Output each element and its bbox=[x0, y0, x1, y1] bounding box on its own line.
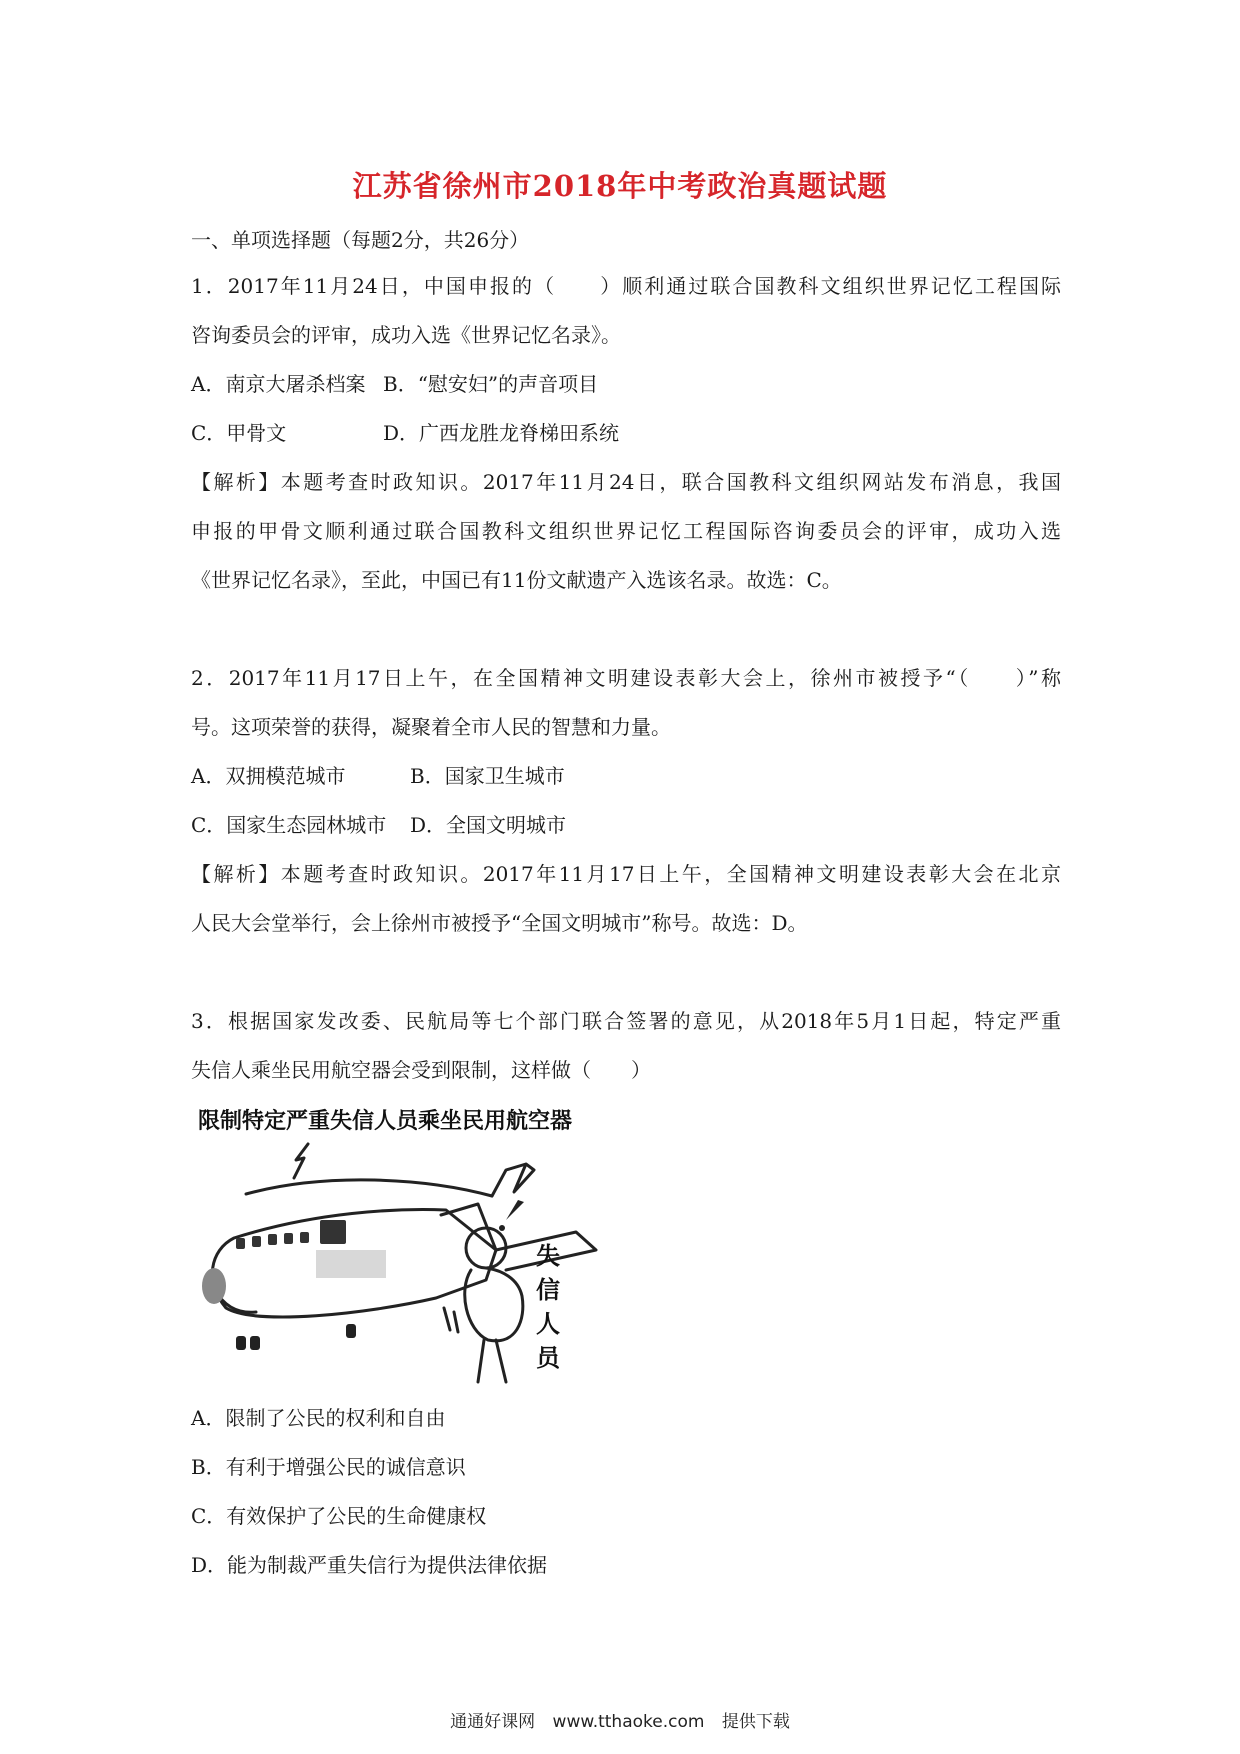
airplane-wheels bbox=[236, 1324, 356, 1350]
exclamation-mark bbox=[506, 1200, 524, 1220]
q1-explanation-line-2: 申报的甲骨文顺利通过联合国教科文组织世界记忆工程国际咨询委员会的评审，成功入选 bbox=[191, 519, 1061, 543]
q1-option-b: B．“慰安妇”的声音项目 bbox=[383, 372, 599, 396]
airplane-nose-shade bbox=[202, 1268, 226, 1304]
page-footer bbox=[0, 1707, 1240, 1732]
svg-text:人: 人 bbox=[536, 1310, 560, 1338]
q1-explanation-line-1: 【解析】本题考查时政知识。2017年11月24日，联合国教科文组织网站发布消息，我国 bbox=[191, 470, 1061, 494]
section-heading: 一、单项选择题（每题2分，共26分） bbox=[191, 228, 530, 252]
q2-option-a: A．双拥模范城市 bbox=[191, 764, 346, 788]
q3-option-b: B．有利于增强公民的诚信意识 bbox=[191, 1455, 466, 1479]
person-drawing bbox=[444, 1228, 523, 1382]
footer-note: 提供下载 bbox=[721, 1712, 790, 1732]
footer-site-name: 通通好课网 bbox=[450, 1712, 536, 1732]
q2-option-c: C．国家生态园林城市 bbox=[191, 813, 387, 837]
q1-stem-line-1: 1．2017年11月24日，中国申报的（ ）顺利通过联合国教科文组织世界记忆工程国际 bbox=[191, 274, 1061, 298]
svg-text:信: 信 bbox=[536, 1276, 560, 1304]
cartoon-caption: 限制特定严重失信人员乘坐民用航空器 bbox=[198, 1109, 573, 1134]
q1-option-c: C．甲骨文 bbox=[191, 421, 287, 445]
q2-explanation-line-2: 人民大会堂举行，会上徐州市被授予“全国文明城市”称号。故选：D。 bbox=[191, 911, 808, 935]
q1-option-d: D．广西龙胜龙脊梯田系统 bbox=[383, 421, 620, 445]
q1-explanation-line-3: 《世界记忆名录》，至此，中国已有11份文献遗产入选该名录。故选：C。 bbox=[191, 568, 842, 592]
q2-explanation-line-1: 【解析】本题考查时政知识。2017年11月17日上午，全国精神文明建设表彰大会在北京 bbox=[191, 862, 1061, 886]
q2-option-d: D．全国文明城市 bbox=[410, 813, 567, 837]
q3-option-c: C．有效保护了公民的生命健康权 bbox=[191, 1504, 487, 1528]
q3-stem-line-1: 3．根据国家发改委、民航局等七个部门联合签署的意见，从2018年5月1日起，特定严重 bbox=[191, 1009, 1061, 1033]
q2-option-b: B．国家卫生城市 bbox=[410, 764, 565, 788]
cartoon-side-label bbox=[536, 1242, 562, 1372]
q3-option-a: A．限制了公民的权利和自由 bbox=[191, 1406, 446, 1430]
q2-stem-line-2: 号。这项荣誉的获得，凝聚着全市人民的智慧和力量。 bbox=[191, 715, 671, 739]
svg-text:员: 员 bbox=[536, 1344, 560, 1372]
airplane-door-blur bbox=[316, 1250, 386, 1278]
svg-text:失: 失 bbox=[536, 1242, 560, 1270]
cartoon-illustration bbox=[196, 1100, 626, 1392]
footer-url[interactable]: www.tthaoke.com bbox=[552, 1712, 705, 1732]
page-title: 江苏省徐州市2018年中考政治真题试题 bbox=[352, 169, 888, 203]
q3-stem-line-2: 失信人乘坐民用航空器会受到限制，这样做（ ） bbox=[191, 1058, 651, 1082]
q1-option-a: A．南京大屠杀档案 bbox=[191, 372, 366, 396]
q2-stem-line-1: 2．2017年11月17日上午，在全国精神文明建设表彰大会上，徐州市被授予“（ ）”称 bbox=[191, 666, 1061, 690]
q3-option-d: D．能为制裁严重失信行为提供法律依据 bbox=[191, 1553, 548, 1577]
q1-stem-line-2: 咨询委员会的评审，成功入选《世界记忆名录》。 bbox=[191, 323, 621, 347]
